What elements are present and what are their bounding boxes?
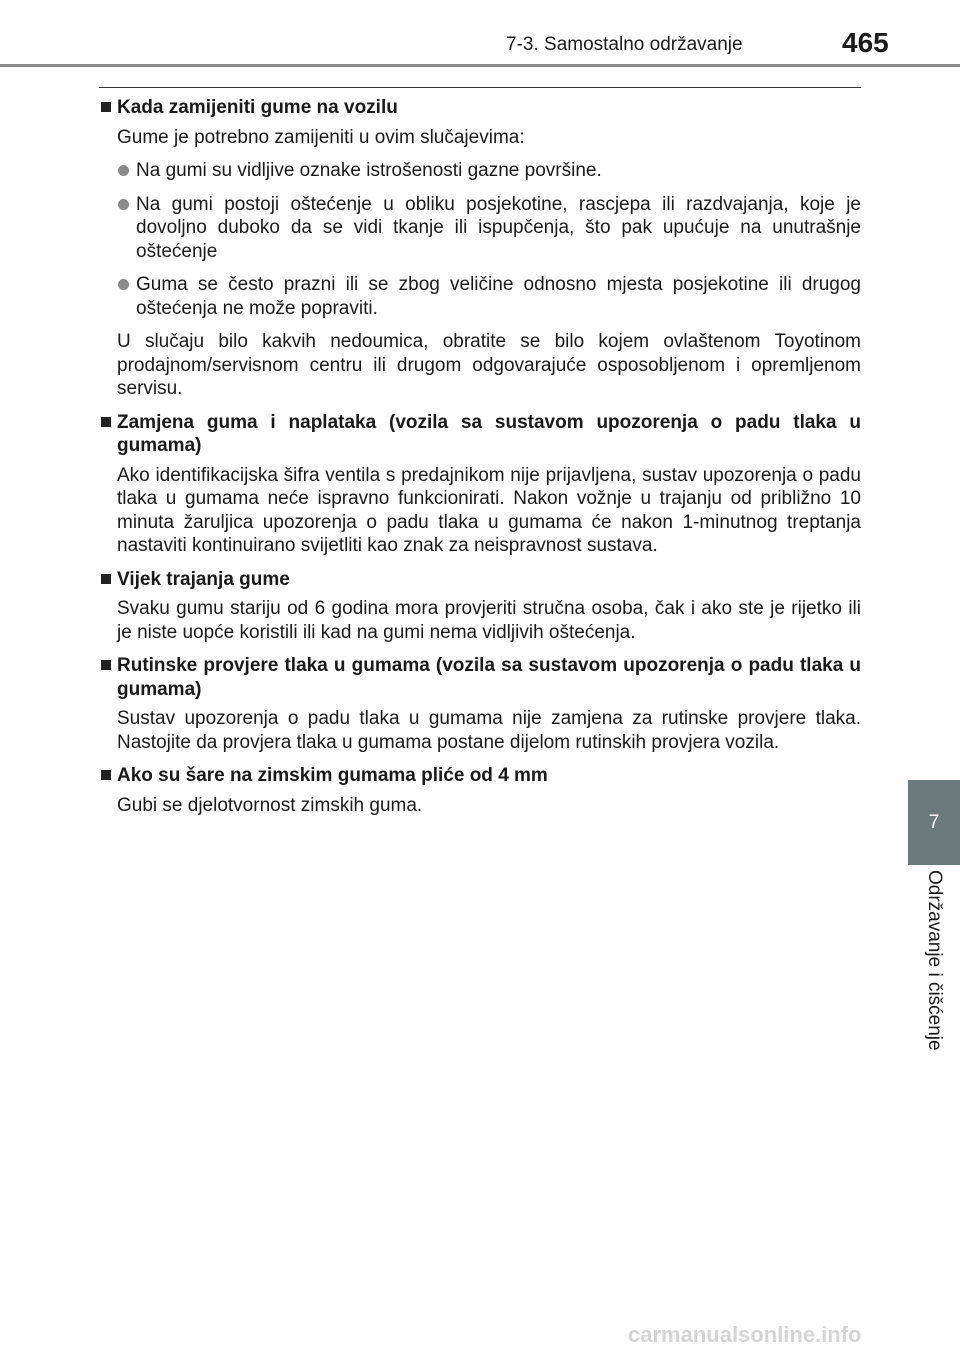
section-heading [99, 411, 861, 458]
section-heading [99, 568, 861, 592]
section-tire-wheel-replacement [99, 411, 861, 558]
section-heading-text: Vijek trajanja gume [117, 568, 290, 590]
content-top-divider [99, 87, 861, 88]
running-header-title: 7-3. Samostalno održavanje [506, 34, 743, 55]
section-tire-lifespan [99, 568, 861, 645]
section-body: Gubi se djelotvornost zimskih guma. [117, 794, 423, 816]
header-divider [0, 64, 960, 67]
chapter-title: Održavanje i čišćenje [924, 870, 945, 1051]
section-heading-text: Rutinske provjere tlaka u gumama (vozila sa sustavom upozorenja o padu tlaka u gumama) [117, 655, 861, 700]
watermark: carmanualsonline.info [628, 1322, 862, 1347]
square-bullet-icon [101, 574, 111, 584]
square-bullet-icon [101, 770, 111, 780]
circle-bullet-icon [118, 165, 129, 176]
square-bullet-icon [101, 102, 111, 112]
list-item [99, 193, 861, 264]
page-header [0, 0, 960, 70]
section-body: Sustav upozorenja o padu tlaka u gumama nije zamjena za rutinske provjere tlaka. Nastojite da provjera tlaka u gumama postane dijelom rutinskih provjera vozila. [117, 708, 861, 753]
section-heading [99, 764, 861, 788]
section-heading-text: Zamjena guma i naplataka (vozila sa sustavom upozorenja o padu tlaka u gumama) [117, 411, 861, 456]
chapter-number: 7 [928, 811, 940, 833]
section-intro: Gume je potrebno zamijeniti u ovim slučajevima: [117, 126, 525, 148]
section-outro: U slučaju bilo kakvih nedoumica, obratite se bilo kojem ovlaštenom Toyotinom prodajnom/servisnom centru ili drugom odgovarajuće osposobljenom i opremljenom servisu. [117, 331, 861, 399]
section-heading [99, 654, 861, 701]
page-number: 465 [842, 27, 889, 58]
list-item-text: Guma se često prazni ili se zbog veličine odnosno mjesta posjekotine ili drugog oštećenja ne može popraviti. [136, 274, 861, 319]
section-heading-text: Kada zamijeniti gume na vozilu [117, 97, 398, 118]
square-bullet-icon [101, 417, 111, 427]
section-body: Ako identifikacijska šifra ventila s predajnikom nije prijavljena, sustav upozorenja o padu tlaka u gumama neće ispravno funkcionirati. Nakon vožnje u trajanju od približno 10 minuta žaruljica upozorenja o padu tlaka u gumama će nakon 1-minutnog treptanja nastaviti kontinuirano svijetliti kao znak za neispravnost sustava. [117, 464, 861, 556]
section-routine-pressure-checks [99, 654, 861, 754]
chapter-tab [908, 780, 960, 865]
chapter-title-box [908, 866, 960, 1090]
page-content [99, 96, 861, 827]
circle-bullet-icon [118, 279, 129, 290]
square-bullet-icon [101, 660, 111, 670]
section-heading-text: Ako su šare na zimskim gumama pliće od 4 mm [117, 765, 548, 786]
list-item-text: Na gumi postoji oštećenje u obliku posjekotine, rascjepa ili razdvajanja, koje je dovoljno duboko da se vidi tkanje ili ispupčenja, što pak upućuje na unutrašnje oštećenje [136, 193, 861, 262]
list-item-text: Na gumi su vidljive oznake istrošenosti gazne površine. [136, 160, 602, 181]
list-item [99, 159, 861, 183]
section-body: Svaku gumu stariju od 6 godina mora provjeriti stručna osoba, čak i ako ste je rijetko ili je niste uopće koristili ili kad na gumi nema vidljivih oštećenja. [117, 598, 861, 643]
list-item [99, 273, 861, 320]
circle-bullet-icon [118, 199, 129, 210]
section-when-to-replace [99, 96, 861, 401]
section-winter-tire-tread [99, 764, 861, 817]
section-heading [99, 96, 861, 120]
